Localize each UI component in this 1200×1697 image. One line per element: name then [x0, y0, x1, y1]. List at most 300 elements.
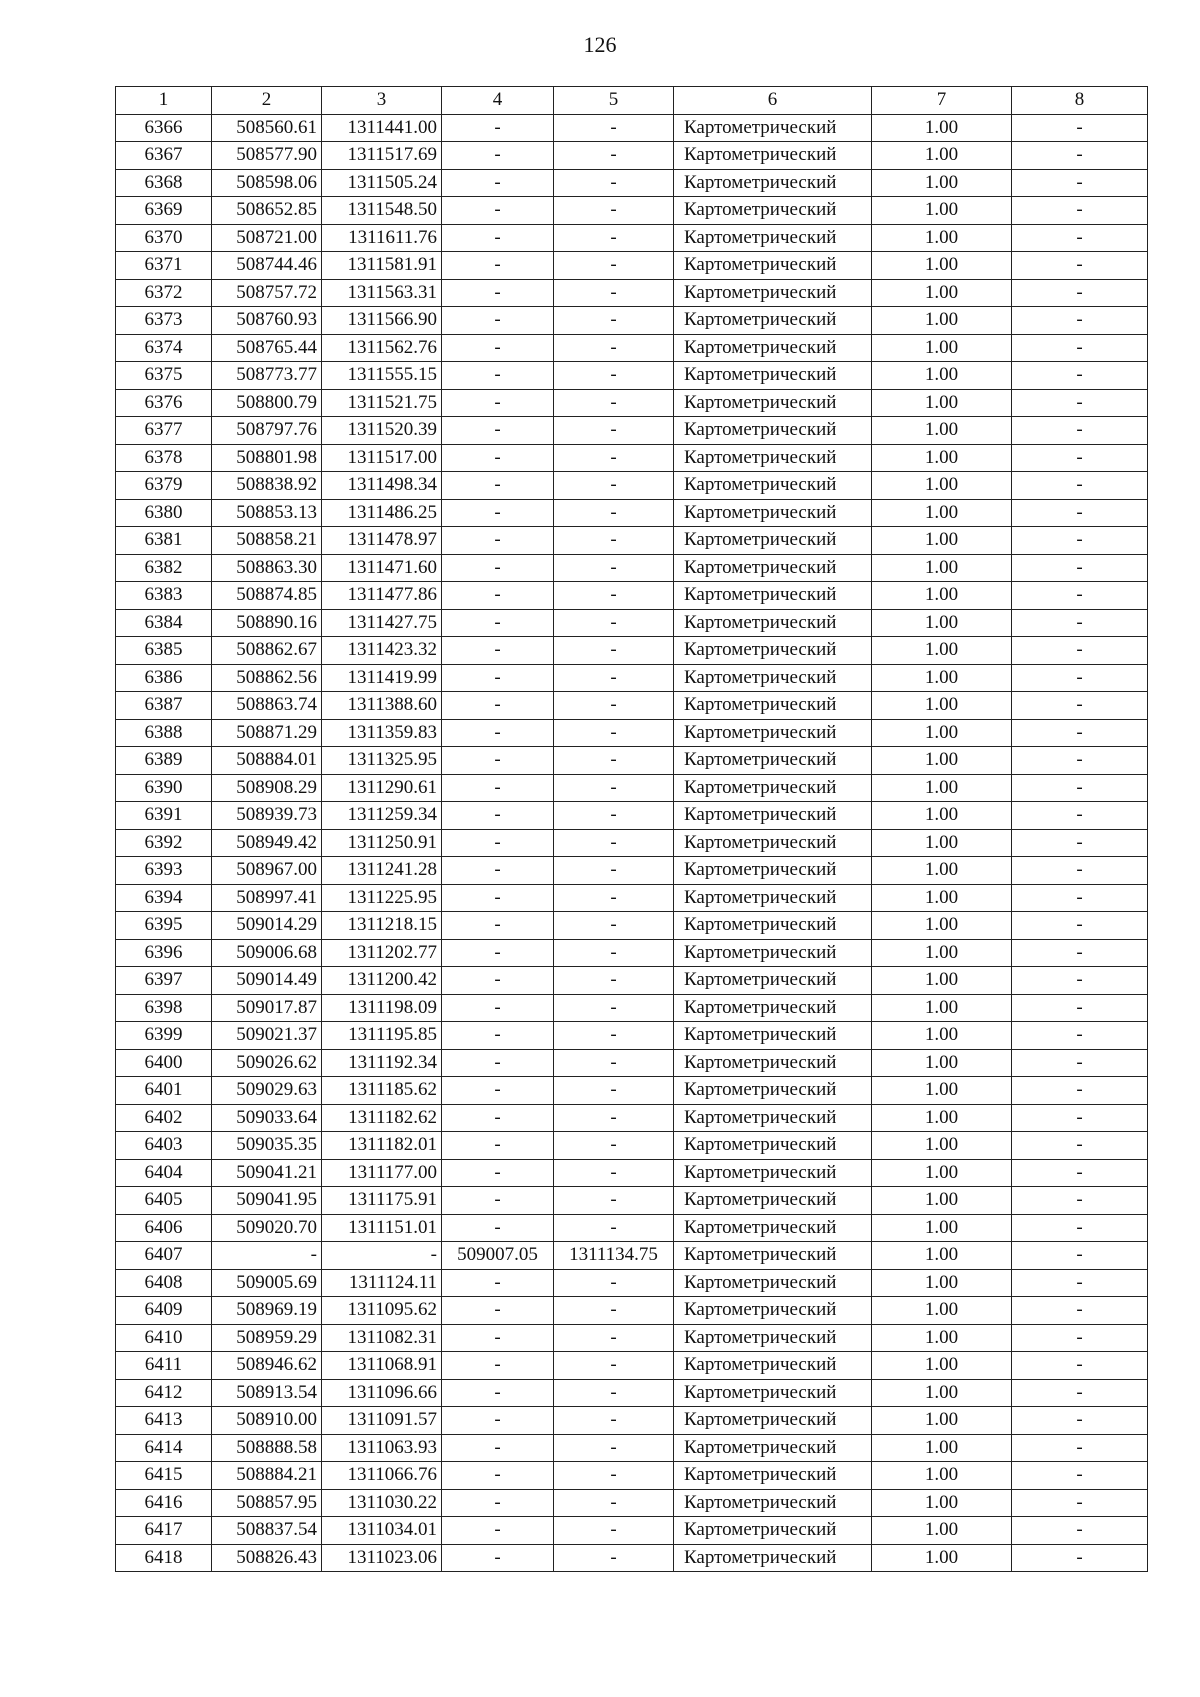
accuracy-cell: 1.00 — [872, 417, 1012, 445]
point-number-cell: 6390 — [116, 774, 212, 802]
x-new-cell: - — [442, 1269, 554, 1297]
y-coordinate-cell: 1311562.76 — [322, 334, 442, 362]
y-coordinate-cell: 1311030.22 — [322, 1489, 442, 1517]
method-cell: Картометрический — [674, 829, 872, 857]
table-row — [116, 719, 1148, 747]
method-cell: Картометрический — [674, 472, 872, 500]
point-number-cell: 6400 — [116, 1049, 212, 1077]
description-cell: - — [1012, 664, 1148, 692]
method-cell: Картометрический — [674, 1352, 872, 1380]
accuracy-cell: 1.00 — [872, 637, 1012, 665]
point-number-cell: 6380 — [116, 499, 212, 527]
y-coordinate-cell: 1311498.34 — [322, 472, 442, 500]
method-cell: Картометрический — [674, 912, 872, 940]
x-coordinate-cell: 508967.00 — [212, 857, 322, 885]
method-cell: Картометрический — [674, 499, 872, 527]
x-new-cell: - — [442, 444, 554, 472]
x-coordinate-cell: 508890.16 — [212, 609, 322, 637]
y-coordinate-cell: 1311066.76 — [322, 1462, 442, 1490]
x-new-cell: - — [442, 417, 554, 445]
accuracy-cell: 1.00 — [872, 499, 1012, 527]
method-cell: Картометрический — [674, 747, 872, 775]
y-coordinate-cell: 1311471.60 — [322, 554, 442, 582]
y-coordinate-cell: 1311151.01 — [322, 1214, 442, 1242]
x-new-cell: - — [442, 334, 554, 362]
point-number-cell: 6381 — [116, 527, 212, 555]
y-new-cell: - — [554, 224, 674, 252]
method-cell: Картометрический — [674, 1462, 872, 1490]
y-coordinate-cell: 1311505.24 — [322, 169, 442, 197]
description-cell: - — [1012, 637, 1148, 665]
table-row — [116, 1517, 1148, 1545]
table-row — [116, 1489, 1148, 1517]
y-new-cell: - — [554, 527, 674, 555]
description-cell: - — [1012, 994, 1148, 1022]
table-row — [116, 692, 1148, 720]
y-new-cell: - — [554, 114, 674, 142]
x-new-cell: - — [442, 884, 554, 912]
y-new-cell: - — [554, 747, 674, 775]
x-new-cell: - — [442, 1187, 554, 1215]
point-number-cell: 6368 — [116, 169, 212, 197]
description-cell: - — [1012, 197, 1148, 225]
description-cell: - — [1012, 1159, 1148, 1187]
x-new-cell: - — [442, 197, 554, 225]
table-row — [116, 1159, 1148, 1187]
x-coordinate-cell: 508826.43 — [212, 1544, 322, 1572]
accuracy-cell: 1.00 — [872, 1297, 1012, 1325]
x-coordinate-cell: 508863.30 — [212, 554, 322, 582]
accuracy-cell: 1.00 — [872, 1242, 1012, 1270]
y-coordinate-cell: - — [322, 1242, 442, 1270]
x-coordinate-cell: 509029.63 — [212, 1077, 322, 1105]
accuracy-cell: 1.00 — [872, 252, 1012, 280]
description-cell: - — [1012, 719, 1148, 747]
x-new-cell: - — [442, 1517, 554, 1545]
table-row — [116, 747, 1148, 775]
y-new-cell: - — [554, 1462, 674, 1490]
description-cell: - — [1012, 252, 1148, 280]
point-number-cell: 6418 — [116, 1544, 212, 1572]
point-number-cell: 6416 — [116, 1489, 212, 1517]
accuracy-cell: 1.00 — [872, 1434, 1012, 1462]
description-cell: - — [1012, 1104, 1148, 1132]
table-row — [116, 1352, 1148, 1380]
y-coordinate-cell: 1311427.75 — [322, 609, 442, 637]
description-cell: - — [1012, 1544, 1148, 1572]
accuracy-cell: 1.00 — [872, 114, 1012, 142]
description-cell: - — [1012, 1132, 1148, 1160]
method-cell: Картометрический — [674, 444, 872, 472]
x-new-cell: - — [442, 1077, 554, 1105]
table-row — [116, 1379, 1148, 1407]
y-new-cell: - — [554, 774, 674, 802]
point-number-cell: 6383 — [116, 582, 212, 610]
method-cell: Картометрический — [674, 1022, 872, 1050]
x-coordinate-cell: 509017.87 — [212, 994, 322, 1022]
x-new-cell: - — [442, 609, 554, 637]
table-row — [116, 362, 1148, 390]
description-cell: - — [1012, 747, 1148, 775]
accuracy-cell: 1.00 — [872, 829, 1012, 857]
x-coordinate-cell: 508997.41 — [212, 884, 322, 912]
description-cell: - — [1012, 857, 1148, 885]
y-new-cell: - — [554, 802, 674, 830]
point-number-cell: 6392 — [116, 829, 212, 857]
table-row — [116, 527, 1148, 555]
method-cell: Картометрический — [674, 1434, 872, 1462]
description-cell: - — [1012, 1022, 1148, 1050]
x-new-cell: - — [442, 1104, 554, 1132]
point-number-cell: 6382 — [116, 554, 212, 582]
table-row — [116, 279, 1148, 307]
table-row — [116, 1544, 1148, 1572]
description-cell: - — [1012, 527, 1148, 555]
x-new-cell: - — [442, 692, 554, 720]
point-number-cell: 6396 — [116, 939, 212, 967]
accuracy-cell: 1.00 — [872, 1132, 1012, 1160]
method-cell: Картометрический — [674, 1489, 872, 1517]
x-coordinate-cell: 509041.95 — [212, 1187, 322, 1215]
y-new-cell: - — [554, 637, 674, 665]
method-cell: Картометрический — [674, 389, 872, 417]
description-cell: - — [1012, 1049, 1148, 1077]
table-row — [116, 967, 1148, 995]
description-cell: - — [1012, 1352, 1148, 1380]
table-row — [116, 224, 1148, 252]
y-new-cell: - — [554, 1434, 674, 1462]
y-coordinate-cell: 1311218.15 — [322, 912, 442, 940]
description-cell: - — [1012, 1242, 1148, 1270]
accuracy-cell: 1.00 — [872, 527, 1012, 555]
y-new-cell: - — [554, 279, 674, 307]
table-row — [116, 197, 1148, 225]
point-number-cell: 6414 — [116, 1434, 212, 1462]
table-row — [116, 1434, 1148, 1462]
x-new-cell: - — [442, 939, 554, 967]
y-coordinate-cell: 1311091.57 — [322, 1407, 442, 1435]
accuracy-cell: 1.00 — [872, 1104, 1012, 1132]
x-new-cell: - — [442, 857, 554, 885]
x-coordinate-cell: 509005.69 — [212, 1269, 322, 1297]
x-coordinate-cell: 508863.74 — [212, 692, 322, 720]
x-coordinate-cell: 508910.00 — [212, 1407, 322, 1435]
table-row — [116, 1407, 1148, 1435]
accuracy-cell: 1.00 — [872, 1517, 1012, 1545]
accuracy-cell: 1.00 — [872, 774, 1012, 802]
x-new-cell: - — [442, 527, 554, 555]
description-cell: - — [1012, 169, 1148, 197]
method-cell: Картометрический — [674, 774, 872, 802]
table-row — [116, 417, 1148, 445]
y-coordinate-cell: 1311581.91 — [322, 252, 442, 280]
accuracy-cell: 1.00 — [872, 1352, 1012, 1380]
point-number-cell: 6403 — [116, 1132, 212, 1160]
table-row — [116, 829, 1148, 857]
description-cell: - — [1012, 884, 1148, 912]
table-row — [116, 802, 1148, 830]
accuracy-cell: 1.00 — [872, 582, 1012, 610]
table-row — [116, 939, 1148, 967]
y-coordinate-cell: 1311200.42 — [322, 967, 442, 995]
y-new-cell: - — [554, 1517, 674, 1545]
y-new-cell: - — [554, 1214, 674, 1242]
y-new-cell: - — [554, 1297, 674, 1325]
method-cell: Картометрический — [674, 939, 872, 967]
y-coordinate-cell: 1311290.61 — [322, 774, 442, 802]
point-number-cell: 6393 — [116, 857, 212, 885]
accuracy-cell: 1.00 — [872, 1022, 1012, 1050]
y-new-cell: - — [554, 417, 674, 445]
y-coordinate-cell: 1311388.60 — [322, 692, 442, 720]
point-number-cell: 6367 — [116, 142, 212, 170]
y-new-cell: - — [554, 499, 674, 527]
point-number-cell: 6395 — [116, 912, 212, 940]
y-new-cell: - — [554, 1159, 674, 1187]
y-new-cell: - — [554, 1132, 674, 1160]
x-new-cell: - — [442, 1049, 554, 1077]
description-cell: - — [1012, 1324, 1148, 1352]
x-new-cell: - — [442, 362, 554, 390]
x-new-cell: 509007.05 — [442, 1242, 554, 1270]
x-new-cell: - — [442, 1489, 554, 1517]
y-new-cell: - — [554, 912, 674, 940]
y-coordinate-cell: 1311195.85 — [322, 1022, 442, 1050]
y-coordinate-cell: 1311082.31 — [322, 1324, 442, 1352]
x-coordinate-cell: 508837.54 — [212, 1517, 322, 1545]
y-coordinate-cell: 1311034.01 — [322, 1517, 442, 1545]
accuracy-cell: 1.00 — [872, 1187, 1012, 1215]
x-coordinate-cell: 508908.29 — [212, 774, 322, 802]
y-coordinate-cell: 1311068.91 — [322, 1352, 442, 1380]
y-coordinate-cell: 1311419.99 — [322, 664, 442, 692]
accuracy-cell: 1.00 — [872, 747, 1012, 775]
y-new-cell: - — [554, 1352, 674, 1380]
point-number-cell: 6384 — [116, 609, 212, 637]
point-number-cell: 6412 — [116, 1379, 212, 1407]
method-cell: Картометрический — [674, 692, 872, 720]
table-row — [116, 1462, 1148, 1490]
x-new-cell: - — [442, 829, 554, 857]
description-cell: - — [1012, 307, 1148, 335]
point-number-cell: 6415 — [116, 1462, 212, 1490]
accuracy-cell: 1.00 — [872, 197, 1012, 225]
y-coordinate-cell: 1311521.75 — [322, 389, 442, 417]
x-coordinate-cell: 508744.46 — [212, 252, 322, 280]
y-new-cell: - — [554, 1049, 674, 1077]
y-coordinate-cell: 1311096.66 — [322, 1379, 442, 1407]
y-new-cell: - — [554, 362, 674, 390]
point-number-cell: 6386 — [116, 664, 212, 692]
x-coordinate-cell: 509035.35 — [212, 1132, 322, 1160]
table-row — [116, 637, 1148, 665]
x-new-cell: - — [442, 499, 554, 527]
table-row — [116, 1214, 1148, 1242]
y-new-cell: - — [554, 334, 674, 362]
x-new-cell: - — [442, 582, 554, 610]
x-coordinate-cell: 508760.93 — [212, 307, 322, 335]
method-cell: Картометрический — [674, 609, 872, 637]
y-new-cell: - — [554, 857, 674, 885]
method-cell: Картометрический — [674, 1049, 872, 1077]
description-cell: - — [1012, 279, 1148, 307]
description-cell: - — [1012, 472, 1148, 500]
description-cell: - — [1012, 499, 1148, 527]
y-coordinate-cell: 1311423.32 — [322, 637, 442, 665]
method-cell: Картометрический — [674, 169, 872, 197]
description-cell: - — [1012, 362, 1148, 390]
x-coordinate-cell: 508853.13 — [212, 499, 322, 527]
x-new-cell: - — [442, 224, 554, 252]
description-cell: - — [1012, 829, 1148, 857]
y-coordinate-cell: 1311441.00 — [322, 114, 442, 142]
point-number-cell: 6379 — [116, 472, 212, 500]
x-coordinate-cell: 508721.00 — [212, 224, 322, 252]
y-new-cell: - — [554, 472, 674, 500]
description-cell: - — [1012, 912, 1148, 940]
column-header-1: 1 — [116, 87, 212, 115]
method-cell: Картометрический — [674, 362, 872, 390]
y-coordinate-cell: 1311241.28 — [322, 857, 442, 885]
y-coordinate-cell: 1311198.09 — [322, 994, 442, 1022]
accuracy-cell: 1.00 — [872, 1407, 1012, 1435]
description-cell: - — [1012, 774, 1148, 802]
accuracy-cell: 1.00 — [872, 554, 1012, 582]
accuracy-cell: 1.00 — [872, 1544, 1012, 1572]
point-number-cell: 6407 — [116, 1242, 212, 1270]
accuracy-cell: 1.00 — [872, 169, 1012, 197]
method-cell: Картометрический — [674, 417, 872, 445]
description-cell: - — [1012, 582, 1148, 610]
x-new-cell: - — [442, 1544, 554, 1572]
coordinates-table — [115, 86, 1148, 1572]
point-number-cell: 6377 — [116, 417, 212, 445]
accuracy-cell: 1.00 — [872, 1462, 1012, 1490]
point-number-cell: 6370 — [116, 224, 212, 252]
accuracy-cell: 1.00 — [872, 142, 1012, 170]
accuracy-cell: 1.00 — [872, 994, 1012, 1022]
x-coordinate-cell: 508969.19 — [212, 1297, 322, 1325]
x-new-cell: - — [442, 1132, 554, 1160]
x-new-cell: - — [442, 114, 554, 142]
x-coordinate-cell: 508773.77 — [212, 362, 322, 390]
x-coordinate-cell: 509014.49 — [212, 967, 322, 995]
x-coordinate-cell: 508871.29 — [212, 719, 322, 747]
y-coordinate-cell: 1311563.31 — [322, 279, 442, 307]
x-coordinate-cell: 508874.85 — [212, 582, 322, 610]
method-cell: Картометрический — [674, 1297, 872, 1325]
y-coordinate-cell: 1311611.76 — [322, 224, 442, 252]
method-cell: Картометрический — [674, 1517, 872, 1545]
y-coordinate-cell: 1311225.95 — [322, 884, 442, 912]
point-number-cell: 6405 — [116, 1187, 212, 1215]
table-row — [116, 1269, 1148, 1297]
description-cell: - — [1012, 1489, 1148, 1517]
x-new-cell: - — [442, 472, 554, 500]
y-coordinate-cell: 1311517.00 — [322, 444, 442, 472]
description-cell: - — [1012, 142, 1148, 170]
table-row — [116, 1297, 1148, 1325]
x-coordinate-cell: 508801.98 — [212, 444, 322, 472]
description-cell: - — [1012, 224, 1148, 252]
method-cell: Картометрический — [674, 857, 872, 885]
column-header-2: 2 — [212, 87, 322, 115]
description-cell: - — [1012, 1517, 1148, 1545]
x-new-cell: - — [442, 994, 554, 1022]
y-new-cell: - — [554, 692, 674, 720]
column-header-6: 6 — [674, 87, 872, 115]
description-cell: - — [1012, 802, 1148, 830]
description-cell: - — [1012, 1407, 1148, 1435]
table-row — [116, 1104, 1148, 1132]
point-number-cell: 6417 — [116, 1517, 212, 1545]
x-coordinate-cell: 508959.29 — [212, 1324, 322, 1352]
point-number-cell: 6387 — [116, 692, 212, 720]
method-cell: Картометрический — [674, 1214, 872, 1242]
y-new-cell: - — [554, 829, 674, 857]
x-coordinate-cell: 508888.58 — [212, 1434, 322, 1462]
y-coordinate-cell: 1311486.25 — [322, 499, 442, 527]
method-cell: Картометрический — [674, 252, 872, 280]
accuracy-cell: 1.00 — [872, 1269, 1012, 1297]
y-new-cell: - — [554, 554, 674, 582]
x-coordinate-cell: 508797.76 — [212, 417, 322, 445]
point-number-cell: 6410 — [116, 1324, 212, 1352]
x-coordinate-cell: 508858.21 — [212, 527, 322, 555]
x-coordinate-cell: 508598.06 — [212, 169, 322, 197]
x-coordinate-cell: 509006.68 — [212, 939, 322, 967]
x-new-cell: - — [442, 719, 554, 747]
x-coordinate-cell: 508857.95 — [212, 1489, 322, 1517]
y-new-cell: - — [554, 1489, 674, 1517]
point-number-cell: 6374 — [116, 334, 212, 362]
column-header-5: 5 — [554, 87, 674, 115]
x-coordinate-cell: 508560.61 — [212, 114, 322, 142]
table-row — [116, 1077, 1148, 1105]
x-new-cell: - — [442, 169, 554, 197]
y-new-cell: - — [554, 884, 674, 912]
method-cell: Картометрический — [674, 1077, 872, 1105]
method-cell: Картометрический — [674, 1544, 872, 1572]
description-cell: - — [1012, 1214, 1148, 1242]
x-coordinate-cell: 508757.72 — [212, 279, 322, 307]
point-number-cell: 6413 — [116, 1407, 212, 1435]
y-coordinate-cell: 1311185.62 — [322, 1077, 442, 1105]
method-cell: Картометрический — [674, 994, 872, 1022]
accuracy-cell: 1.00 — [872, 857, 1012, 885]
x-new-cell: - — [442, 747, 554, 775]
method-cell: Картометрический — [674, 1242, 872, 1270]
accuracy-cell: 1.00 — [872, 664, 1012, 692]
table-row — [116, 884, 1148, 912]
y-new-cell: - — [554, 994, 674, 1022]
x-new-cell: - — [442, 967, 554, 995]
accuracy-cell: 1.00 — [872, 334, 1012, 362]
y-coordinate-cell: 1311517.69 — [322, 142, 442, 170]
table-row — [116, 857, 1148, 885]
y-coordinate-cell: 1311063.93 — [322, 1434, 442, 1462]
y-coordinate-cell: 1311175.91 — [322, 1187, 442, 1215]
y-new-cell: - — [554, 1187, 674, 1215]
method-cell: Картометрический — [674, 1132, 872, 1160]
y-new-cell: - — [554, 1544, 674, 1572]
y-coordinate-cell: 1311250.91 — [322, 829, 442, 857]
y-new-cell: - — [554, 1022, 674, 1050]
method-cell: Картометрический — [674, 307, 872, 335]
x-new-cell: - — [442, 637, 554, 665]
accuracy-cell: 1.00 — [872, 1077, 1012, 1105]
table-row — [116, 444, 1148, 472]
